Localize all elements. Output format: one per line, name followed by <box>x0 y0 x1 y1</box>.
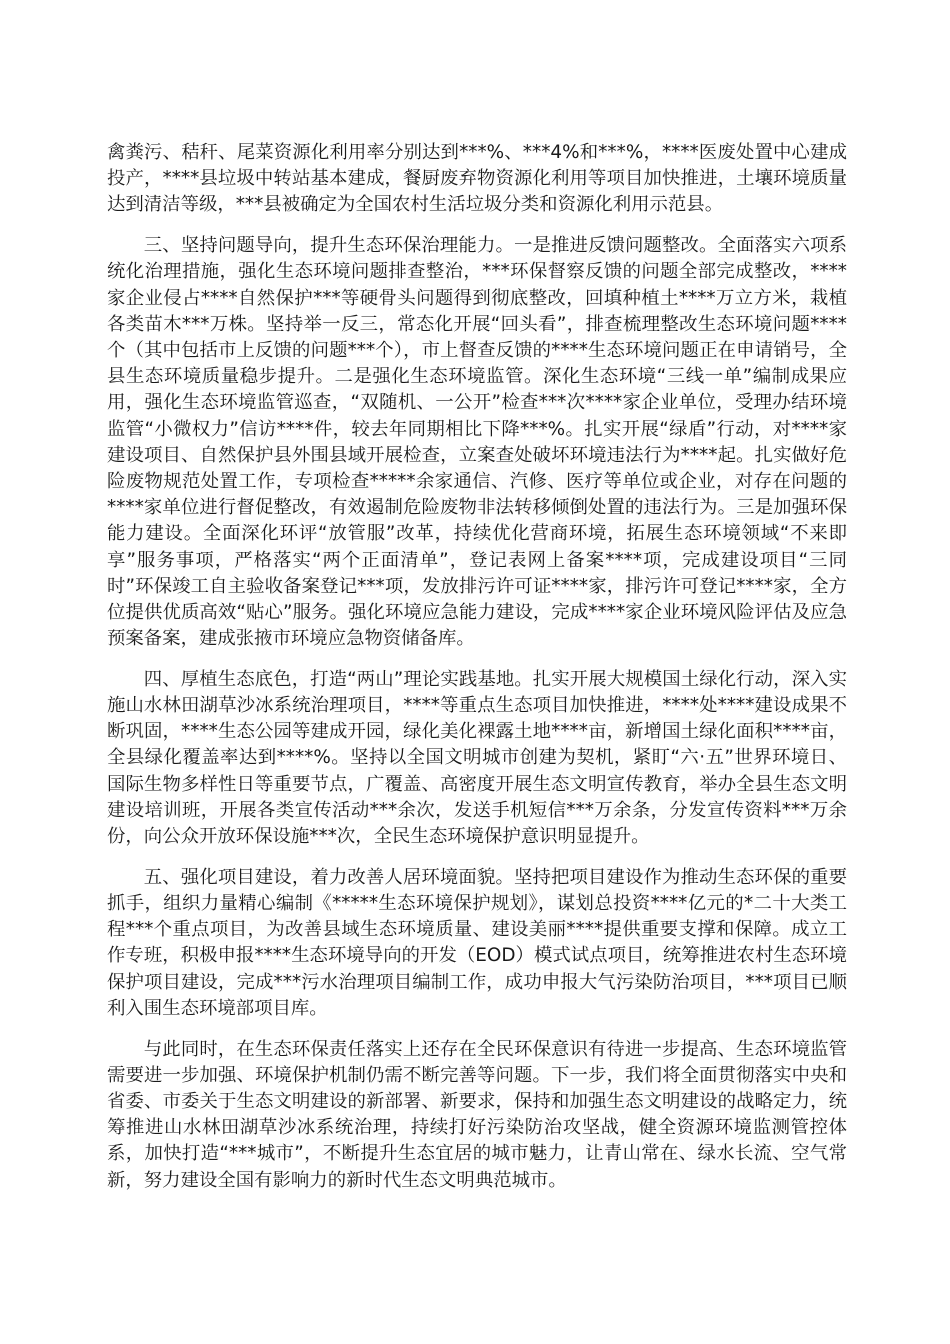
paragraph-continuation: 禽粪污、秸秆、尾菜资源化利用率分别达到***%、***4%和***%，****医废处置中心建成投产，****县垃圾中转站基本建成，餐厨废弃物资源化利用等项目加快推进，土壤环境质量达到清洁等级，***县被确定为全国农村生活垃圾分类和资源化利用示范县。 <box>107 142 847 216</box>
document-page <box>107 140 847 1208</box>
paragraph-section-four: 四、厚植生态底色，打造“两山”理论实践基地。扎实开展大规模国土绿化行动，深入实施山水林田湖草沙冰系统治理项目，****等重点生态项目加快推进，****处****建设成果不断巩固，****生态公园等建成开园，绿化美化裸露土地****亩，新增国土绿化面积****亩，全县绿化覆盖率达到****%。坚持以全国文明城市创建为契机，紧盯“六·五”世界环境日、国际生物多样性日等重要节点，广覆盖、高密度开展生态文明宣传教育，举办全县生态文明建设培训班，开展各类宣传活动***余次，发送手机短信***万余条，分发宣传资料***万余份，向公众开放环保设施***次，全民生态环境保护意识明显提升。 <box>107 668 847 848</box>
paragraph-section-five: 五、强化项目建设，着力改善人居环境面貌。坚持把项目建设作为推动生态环保的重要抓手，组织力量精心编制《*****生态环境保护规划》，谋划总投资****亿元的*二十大类工程***个重点项目，为改善县域生态环境质量、建设美丽****提供重要支撑和保障。成立工作专班，积极申报****生态环境导向的开发（EOD）模式试点项目，统筹推进农村生态环境保护项目建设，完成***污水治理项目编制工作，成功申报大气污染防治项目，***项目已顺利入围生态环境部项目库。 <box>107 866 847 1019</box>
paragraph-conclusion: 与此同时，在生态环保责任落实上还存在全民环保意识有待进一步提高、生态环境监管需要进一步加强、环境保护机制仍需不断完善等问题。下一步，我们将全面贯彻落实中央和省委、市委关于生态文明建设的新部署、新要求，保持和加强生态文明建设的战略定力，统筹推进山水林田湖草沙冰系统治理，持续打好污染防治攻坚战，健全资源环境监测管控体系，加快打造“***城市”，不断提升生态宜居的城市魅力，让青山常在、绿水长流、空气常新，努力建设全国有影响力的新时代生态文明典范城市。 <box>107 1038 847 1191</box>
paragraph-section-three: 三、坚持问题导向，提升生态环保治理能力。一是推进反馈问题整改。全面落实六项系统化治理措施，强化生态环境问题排查整治，***环保督察反馈的问题全部完成整改，****家企业侵占****自然保护***等硬骨头问题得到彻底整改，回填种植土****万立方米，栽植各类苗木***万株。坚持举一反三，常态化开展“回头看”，排查梳理整改生态环境问题****个（其中包括市上反馈的问题***个），市上督查反馈的****生态环境问题正在申请销号，全县生态环境质量稳步提升。二是强化生态环境监管。深化生态环境“三线一单”编制成果应用，强化生态环境监管巡查，“双随机、一公开”检查***次****家企业单位，受理办结环境监管“小微权力”信访****件，较去年同期相比下降***%。扎实开展“绿盾”行动，对****家建设项目、自然保护县外围县域开展检查，立案查处破坏环境违法行为****起。扎实做好危险废物规范处置工作，专项检查*****余家通信、汽修、医疗等单位或企业，对存在问题的****家单位进行督促整改，有效遏制危险废物非法转移倾倒处置的违法行为。三是加强环保能力建设。全面深化环评“放管服”改革，持续优化营商环境，拓展生态环境领域“不来即享”服务事项，严格落实“两个正面清单”，登记表网上备案****项，完成建设项目“三同时”环保竣工自主验收备案登记***项，发放排污许可证****家，排污许可登记****家，全方位提供优质高效“贴心”服务。强化环境应急能力建设，完成****家企业环境风险评估及应急预案备案，建成张掖市环境应急物资储备库。 <box>107 235 847 650</box>
